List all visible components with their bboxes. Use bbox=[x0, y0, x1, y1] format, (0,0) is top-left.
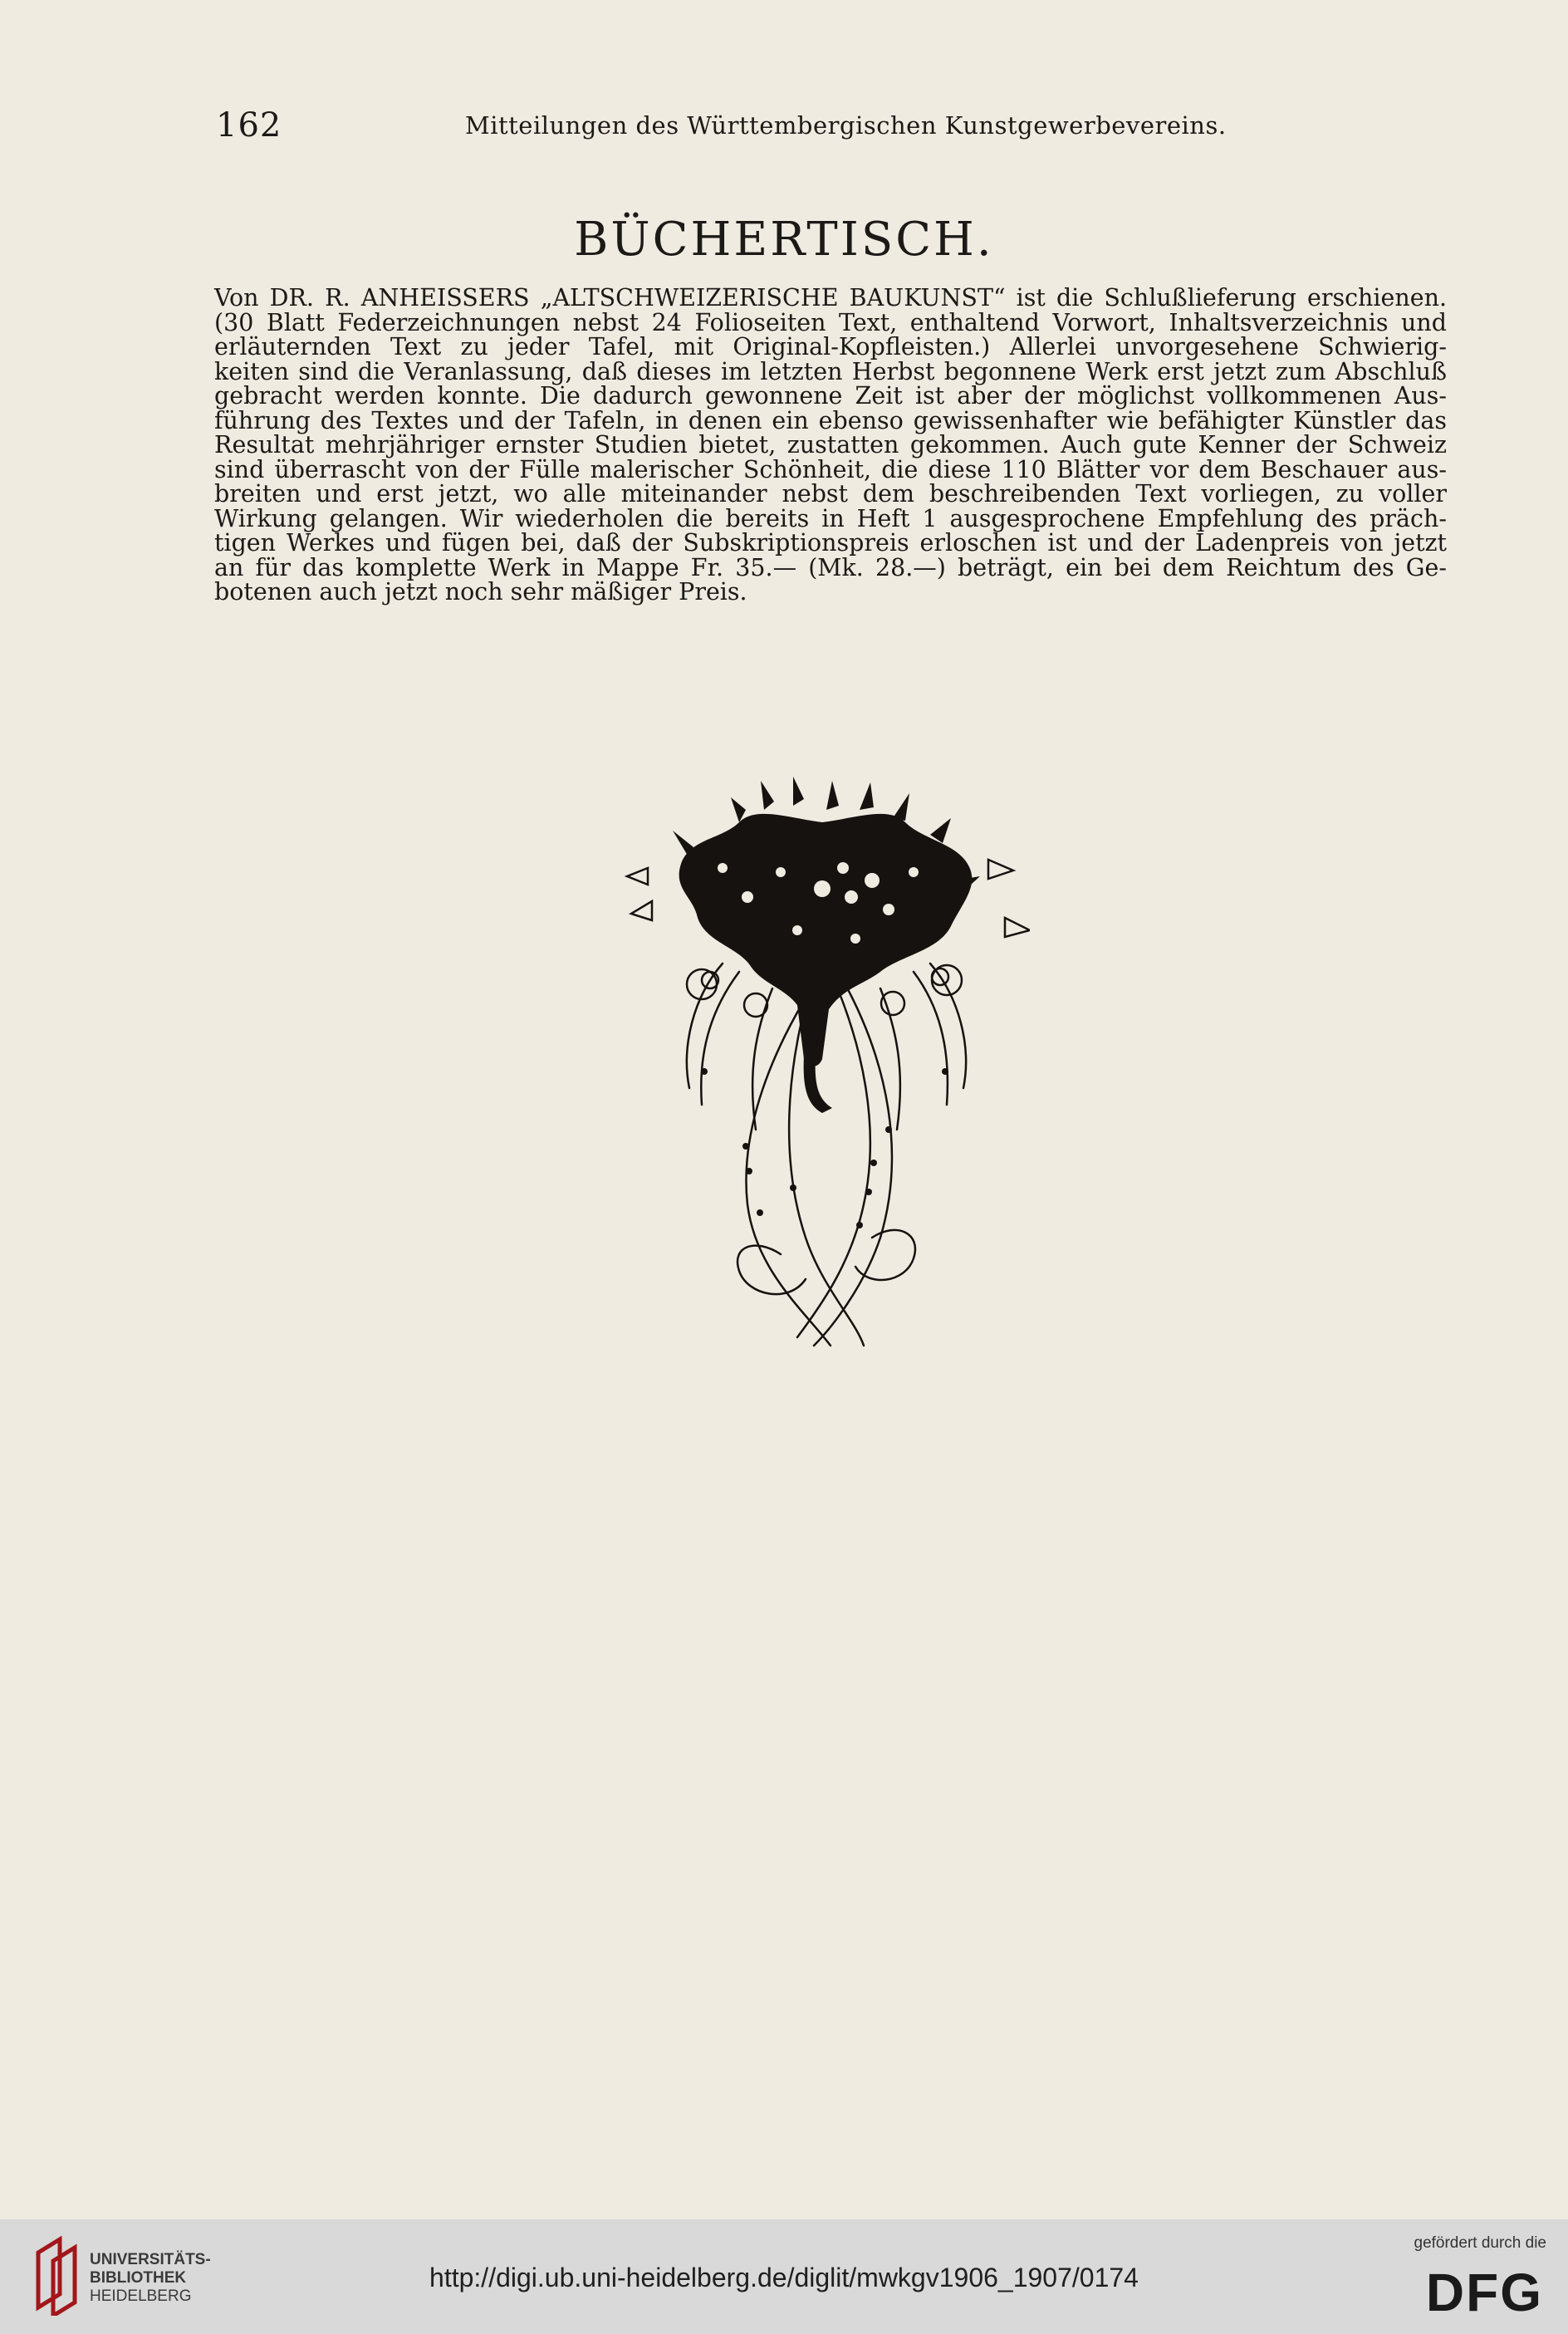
library-name: UNIVERSITÄTS- BIBLIOTHEK HEIDELBERG bbox=[90, 2251, 211, 2305]
text-line: Von DR. R. ANHEISSERS „ALTSCHWEIZERISCHE BAUKUNST“ ist die Schlußlieferung erschienen. bbox=[214, 284, 1447, 311]
text-line: erläuternden Text zu jeder Tafel, mit Original-Kopfleisten.) Allerlei unvorgesehene Schwierig- bbox=[214, 333, 1447, 360]
text-line: Wirkung gelangen. Wir wiederholen die bereits in Heft 1 ausgesprochene Empfehlung des präch- bbox=[214, 504, 1447, 532]
dfg-logo: DFG bbox=[1425, 2263, 1543, 2322]
running-head: Mitteilungen des Württembergischen Kunstgewerbevereins. bbox=[465, 111, 1227, 140]
permalink-url[interactable]: http://digi.ub.uni-heidelberg.de/diglit/mwkgv1906_1907/0174 bbox=[429, 2263, 1139, 2292]
section-title: BÜCHERTISCH. bbox=[574, 213, 994, 267]
text-line: keiten sind die Veranlassung, daß dieses im letzten Herbst begonnene Werk erst jetzt zum Abschluß bbox=[214, 357, 1447, 385]
article-body bbox=[214, 286, 1447, 605]
digitization-footer bbox=[0, 2219, 1568, 2334]
text-line: sind überrascht von der Fülle malerischer Schönheit, die diese 110 Blätter vor dem Beschauer aus- bbox=[214, 455, 1447, 483]
text-line: Resultat mehrjähriger ernster Studien bietet, zustatten gekommen. Auch gute Kenner der Schweiz bbox=[214, 431, 1447, 458]
page-number: 162 bbox=[216, 106, 282, 145]
text-line: tigen Werkes und fügen bei, daß der Subskriptionspreis erloschen ist und der Ladenpreis von jetzt bbox=[214, 529, 1447, 557]
text-line: (30 Blatt Federzeichnungen nebst 24 Folioseiten Text, enthaltend Vorwort, Inhaltsverzeichnis und bbox=[214, 308, 1447, 336]
text-line: breiten und erst jetzt, wo alle miteinander nebst dem beschreibenden Text vorliegen, zu voller bbox=[214, 480, 1447, 507]
text-line: führung des Textes und der Tafeln, in denen ein ebenso gewissenhafter wie befähigter Künstler das bbox=[214, 406, 1447, 434]
funded-by-label: gefördert durch die bbox=[1414, 2234, 1546, 2252]
art-nouveau-floral-vignette-icon bbox=[615, 772, 1030, 1354]
text-line: botenen auch jetzt noch sehr mäßiger Preis. bbox=[214, 578, 747, 606]
text-line: gebracht werden konnte. Die dadurch gewonnene Zeit ist aber der möglichst vollkommenen Aus- bbox=[214, 382, 1447, 409]
text-line: an für das komplette Werk in Mappe Fr. 35.— (Mk. 28.—) beträgt, ein bei dem Reichtum des Ge- bbox=[214, 553, 1447, 581]
